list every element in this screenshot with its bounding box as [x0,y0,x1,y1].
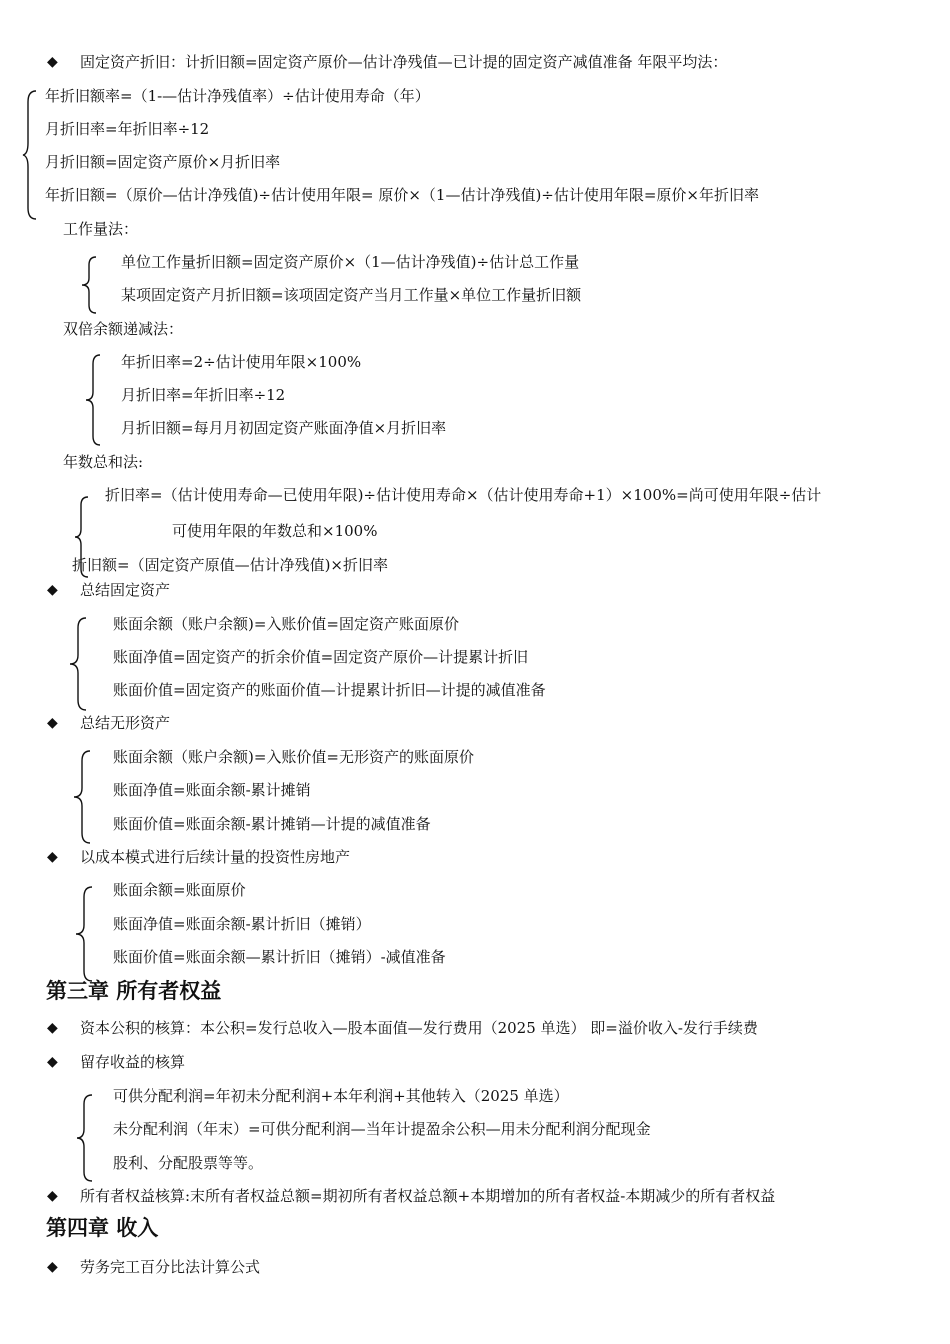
section-title: 以成本模式进行后续计量的投资性房地产 [80,848,351,866]
formula-line: 账面净值=账面余额-累计折旧（摊销） [113,915,371,933]
formula-line: 账面净值=固定资产的折余价值=固定资产原价—计提累计折旧 [113,648,529,666]
formula-line: 月折旧率=年折旧率÷12 [45,120,210,138]
bullet-icon: ◆ [47,715,58,731]
left-brace-icon [68,617,92,711]
formula-line: 月折旧额=固定资产原价×月折旧率 [45,153,281,171]
bullet-icon: ◆ [47,1020,58,1036]
formula-line: 折旧率=（估计使用寿命—已使用年限)÷估计使用寿命×（估计使用寿命+1）×100%=尚可使用年限÷估计 [105,486,822,504]
formula-line: 账面价值=账面余额-累计摊销—计提的减值准备 [113,815,431,833]
formula-line: 单位工作量折旧额=固定资产原价×（1—估计净残值)÷估计总工作量 [121,253,580,271]
bullet-icon: ◆ [47,1054,58,1070]
bullet-icon: ◆ [47,582,58,598]
section-title: 总结固定资产 [80,581,171,599]
bullet-icon: ◆ [47,849,58,865]
capital-reserve-line: 资本公积的核算：本公积=发行总收入—股本面值—发行费用（2025 单选） 即=溢价收入-发行手续费 [80,1019,758,1037]
section-title: 工作量法： [63,220,139,238]
left-brace-icon [72,750,96,844]
formula-line: 账面余额（账户余额)=入账价值=无形资产的账面原价 [113,748,474,766]
equity-line: 所有者权益核算:末所有者权益总额=期初所有者权益总额+本期增加的所有者权益-本期减少的所有者权益 [80,1187,776,1205]
formula-line: 月折旧额=每月月初固定资产账面净值×月折旧率 [121,419,447,437]
bullet-icon: ◆ [47,1188,58,1204]
formula-line: 账面价值=账面余额—累计折旧（摊销）-减值准备 [113,948,446,966]
left-brace-icon [80,256,100,314]
section-title: 年数总和法: [63,453,144,471]
formula-line: 可使用年限的年数总和×100% [172,522,378,540]
formula-line: 年折旧额率=（1-—估计净残值率）÷估计使用寿命（年） [45,87,430,105]
bullet-icon: ◆ [47,54,58,70]
left-brace-icon [74,886,98,982]
straight-line-intro: 固定资产折旧：计折旧额=固定资产原价—估计净残值—已计提的固定资产减值准备 年限平均法： [80,53,728,71]
chapter-heading: 第四章 收入 [46,1216,159,1240]
formula-line: 折旧额=（固定资产原值—估计净残值)×折旧率 [72,556,388,574]
formula-line: 年折旧率=2÷估计使用年限×100% [121,353,362,371]
section-title: 双倍余额递减法： [63,320,184,338]
formula-line: 账面净值=账面余额-累计摊销 [113,781,311,799]
left-brace-icon [22,90,42,220]
formula-line: 未分配利润（年末）=可供分配利润—当年计提盈余公积—用未分配利润分配现金 [113,1120,651,1138]
service-percent-line: 劳务完工百分比法计算公式 [80,1258,261,1276]
formula-line: 可供分配利润=年初未分配利润+本年利润+其他转入（2025 单选） [113,1087,569,1105]
formula-line: 月折旧率=年折旧率÷12 [121,386,286,404]
formula-line: 年折旧额=（原价—估计净残值)÷估计使用年限= 原价×（1—估计净残值)÷估计使用年限=原价×年折旧率 [45,186,759,204]
formula-line: 账面余额=账面原价 [113,881,246,899]
left-brace-icon [84,354,104,446]
formula-line: 股利、分配股票等等。 [113,1154,264,1172]
formula-line: 某项固定资产月折旧额=该项固定资产当月工作量×单位工作量折旧额 [121,286,582,304]
section-title: 留存收益的核算 [80,1053,186,1071]
bullet-icon: ◆ [47,1259,58,1275]
formula-line: 账面价值=固定资产的账面价值—计提累计折旧—计提的减值准备 [113,681,546,699]
section-title: 总结无形资产 [80,714,171,732]
left-brace-icon [76,1094,98,1182]
chapter-heading: 第三章 所有者权益 [46,979,222,1003]
formula-line: 账面余额（账户余额)=入账价值=固定资产账面原价 [113,615,459,633]
